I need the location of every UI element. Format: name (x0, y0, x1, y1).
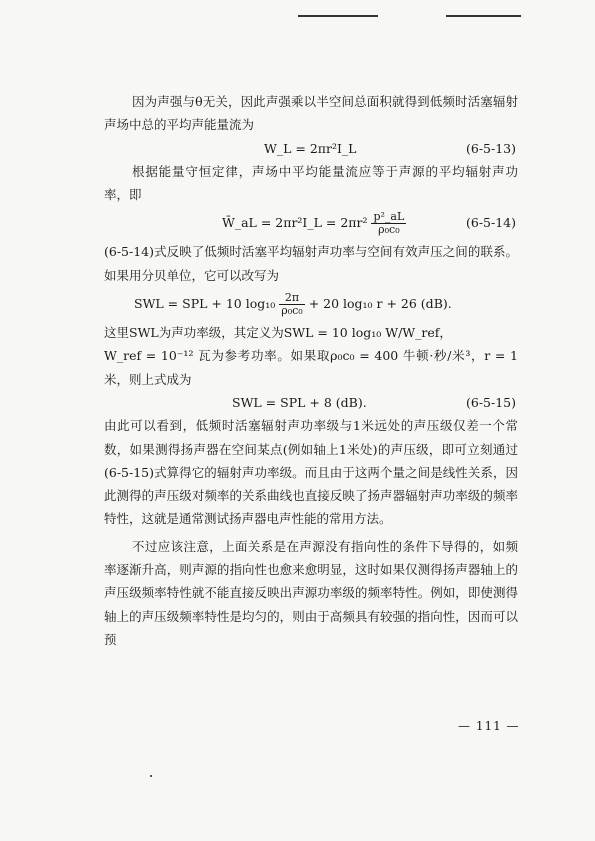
paragraph-4b: W_ref = 10⁻¹² 瓦为参考功率。如果取ρ₀c₀ = 400 牛顿·秒/米³，r = 1 米，则上式成为 (104, 348, 518, 387)
paragraph-4a: 这里SWL为声功率级，其定义为SWL = 10 log₁₀ W/W_ref， (104, 325, 452, 341)
print-speck (150, 775, 152, 777)
page-number: — 111 — (458, 719, 520, 733)
body-text (104, 90, 518, 651)
equation-fraction (371, 211, 406, 236)
equation-formula: W_L = 2πr²I_L (264, 140, 357, 156)
equation-formula: SWL = SPL + 8 (dB). (232, 394, 367, 410)
equation-number: (6-5-13) (465, 140, 516, 156)
paragraph-3: (6-5-14)式反映了低频时活塞平均辐射声功率与空间有效声压之间的联系。如果用分贝单位，它可以改写为 (104, 244, 518, 283)
equation-formula (134, 287, 452, 321)
equation-6-5-14 (104, 206, 518, 240)
equation-fraction (279, 292, 304, 317)
paragraph-5: 由此可以看到，低频时活塞辐射声功率级与1米远处的声压级仅差一个常数，如果测得扬声器在空间某点(例如轴上1米处)的声压级，即可立刻通过(6-5-15)式算得它的辐射声功率级。而且由于这两个量之间是线性关系，因此测得的声压级对频率的关系曲线也直接反映了扬声器辐射声功率级的频率特性，这就是通常测试扬声器电声性能的常用方法。 (104, 418, 518, 527)
fraction-denominator: ρ₀c₀ (378, 223, 400, 237)
equation-lhs: SWL = SPL + 10 log₁₀ (134, 296, 276, 312)
equation-number: (6-5-14) (465, 215, 516, 231)
equation-6-5-13 (104, 137, 518, 160)
paragraph-6: 不过应该注意，上面关系是在声源没有指向性的条件下导得的，如频率逐渐升高，则声源的指向性也愈来愈明显，这时如果仅测得扬声器轴上的声压级频率特性就不能直接反映出声源功率级的频率特性。例如，即使测得轴上的声压级频率特性是均匀的，则由于高频具有较强的指向性，因而可以预 (104, 538, 518, 647)
header-rule-left (298, 15, 378, 17)
paragraph-1: 因为声强与θ无关，因此声强乘以半空间总面积就得到低频时活塞辐射声场中总的平均声能量流为 (104, 94, 518, 133)
fraction-numerator: 2π (279, 292, 304, 305)
equation-6-5-15 (104, 391, 518, 414)
equation-number: (6-5-15) (465, 394, 516, 410)
fraction-denominator: ρ₀c₀ (281, 304, 303, 318)
equation-lhs: W̄_aL = 2πr²I_L = 2πr² (222, 215, 368, 231)
equation-rhs: + 20 log₁₀ r + 26 (dB). (308, 296, 452, 312)
equation-formula (222, 206, 406, 240)
fraction-numerator: p²_aL (373, 210, 405, 224)
equation-swl (104, 287, 518, 321)
header-rule-right (446, 15, 521, 17)
paragraph-2: 根据能量守恒定律，声场中平均能量流应等于声源的平均辐射声功率，即 (104, 163, 518, 203)
